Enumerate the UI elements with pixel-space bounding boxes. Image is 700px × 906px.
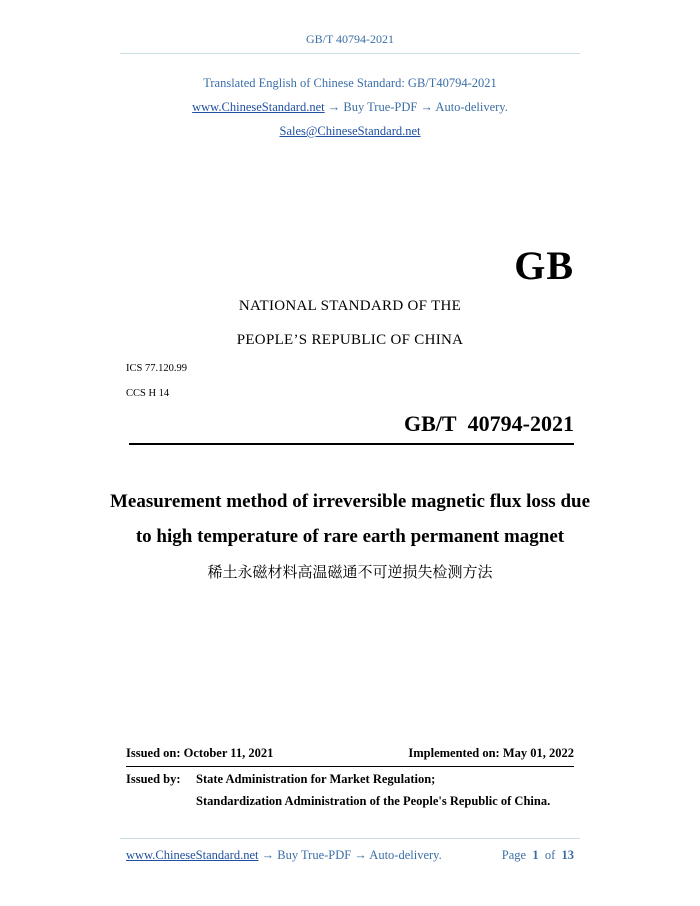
ics-code: ICS 77.120.99 [126, 363, 187, 374]
banner-translation-note: Translated English of Chinese Standard: GB/T40794-2021 [203, 76, 497, 90]
standard-number-rule [129, 443, 574, 445]
issued-by-agency-1: State Administration for Market Regulation; [196, 772, 436, 786]
issued-by-agency-2: Standardization Administration of the People's Republic of China. [196, 794, 551, 808]
gb-logo: GB [514, 243, 574, 288]
banner-buy-line [0, 100, 700, 115]
page-total: 13 [561, 848, 574, 862]
page-indicator [502, 848, 574, 863]
banner-email-link[interactable]: Sales@ChineseStandard.net [279, 124, 421, 138]
title-line-2: to high temperature of rare earth permanent magnet [135, 526, 565, 547]
page-current: 1 [532, 848, 539, 862]
banner-site-link[interactable]: www.ChineseStandard.net [192, 100, 325, 114]
banner-site-suffix: → Buy True-PDF → Auto-delivery. [324, 100, 508, 114]
footer-buy-line [126, 848, 442, 863]
title-chinese: 稀土永磁材料高温磁通不可逆损失检测方法 [207, 563, 493, 581]
header-divider [120, 53, 580, 54]
national-standard-line2: PEOPLE’S REPUBLIC OF CHINA [236, 332, 464, 348]
page-of: of [544, 848, 556, 862]
national-standard-line1: NATIONAL STANDARD OF THE [238, 298, 462, 314]
dates-rule [126, 766, 574, 767]
issued-on-date: Issued on: October 11, 2021 [126, 746, 274, 760]
page-label: Page [501, 848, 527, 862]
standard-number: GB/T 40794-2021 [403, 411, 574, 436]
header-standard-code: GB/T 40794-2021 [305, 32, 395, 46]
footer-site-link[interactable]: www.ChineseStandard.net [126, 848, 259, 862]
footer-site-suffix: → Buy True-PDF → Auto-delivery. [258, 848, 442, 862]
ccs-code: CCS H 14 [126, 388, 170, 399]
issued-by-label: Issued by: [126, 772, 181, 786]
implemented-on-date: Implemented on: May 01, 2022 [408, 746, 574, 760]
title-line-1: Measurement method of irreversible magnetic flux loss due [109, 491, 591, 512]
banner-email-line [0, 124, 700, 139]
footer-divider [120, 838, 580, 839]
